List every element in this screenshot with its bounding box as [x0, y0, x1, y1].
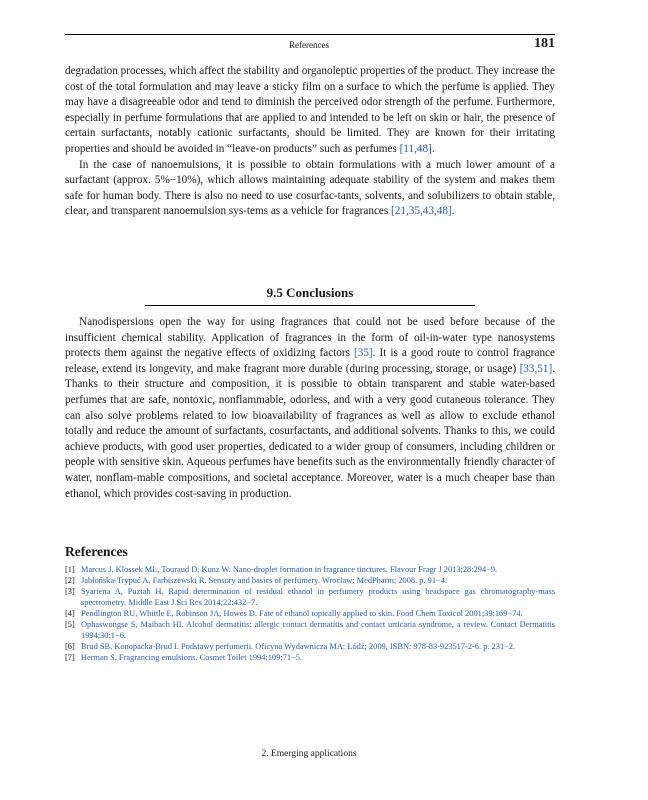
reference-item — [65, 586, 555, 608]
paragraph-surfactant-drawbacks: degradation processes, which affect the stability and organoleptic properties of the product. They increase the cost of the total formulation and may leave a sticky film on a surface to which the perfume is applied. They may have a disagreeable odor and tend to diminish the perceived odor strength of the perfume. Furthermore, especially in perfume formulations that are applied to and intended to be left on skin or hair, the presence of certain surfactants, notably cationic surfactants, should be limited. They are known for their irritating properties and should be avoided in “leave-on products” such as perfumes [11,48]. — [65, 65, 555, 155]
reference-item — [65, 652, 555, 663]
reference-number: [2] — [65, 576, 75, 585]
reference-item — [65, 575, 555, 586]
paragraph-conclusions: Nanodispersions open the way for using fragrances that could not be used before because of the insufficient chemical stability. Application of fragrances in the form of oil-in-water type nanosystems protects them against the negative effects of oxidizing factors [35]. It is a good route to control fragrance release, extend its longevity, and make fragrant more durable (during processing, storage, or usage) [33,51]. Thanks to their structure and composition, it is possible to obtain transparent and stable water-based perfumes that are safe, nontoxic, nonflammable, odorless, and with a very good cutaneous tolerance. They can also solve problems related to low bioavailability of fragrances as well as allow to exclude ethanol totally and reduce the amount of surfactants, cosurfactants, and additional solvents. Thanks to this, we could achieve products, with good user properties, dedicated to a wider group of consumers, including children or people with sensitive skin. Aqueous perfumes have benefits such as the environmentally friendly character of water, nonflam-mable compositions, and societal acceptance. Moreover, water is a much cheaper base than ethanol, which provides cost-saving in production. — [65, 316, 555, 500]
section-heading: 9.5 Conclusions — [145, 285, 475, 306]
page-number: 181 — [534, 36, 555, 51]
reference-number: [4] — [65, 609, 75, 618]
reference-text[interactable]: Syariena A, Puziah H. Rapid determination of residual ethanol in perfumery products using headspace gas chromatography-mass spectrometry. Middle East J Sci Res 2014;22:432−7. — [81, 587, 555, 607]
reference-number: [5] — [65, 620, 75, 629]
reference-item — [65, 564, 555, 575]
references-title: References — [65, 544, 128, 559]
top-text-block — [65, 64, 555, 220]
header-rule — [65, 34, 555, 35]
references-list — [65, 564, 555, 663]
reference-text[interactable]: Marcus J, Klossek ML, Touraud D, Kunz W. Nano-droplet formation in fragrance tinctures. Flavour Fragr J 2013;28:294−9. — [81, 565, 498, 574]
reference-text[interactable]: Pendlington RU, Whittle E, Robinson JA, Howes D. Fate of ethanol topically applied to skin. Food Chem Toxicol 2001;39:169−74. — [81, 609, 523, 618]
reference-item — [65, 641, 555, 652]
reference-text[interactable]: Brud SB, Konopacka-Brud I. Podstawy perfumerii. Oficyna Wydawnicza MA: Łódź; 2009, ISBN: 978-83-923517-2-6. p. 231−2. — [81, 642, 516, 651]
citation-link[interactable]: [11,48] — [399, 142, 432, 155]
reference-number: [3] — [65, 587, 75, 596]
reference-number: [6] — [65, 642, 75, 651]
citation-link[interactable]: [35] — [354, 347, 373, 360]
reference-item — [65, 619, 555, 641]
reference-text[interactable]: Ophaswongse S, Maibach HI. Alcohol dermatitis: allergic contact dermatitis and contact urticaria syndrome, a review. Contact Dermatitis 1994;30:1−6. — [81, 620, 555, 640]
page-footer: 2. Emerging applications — [261, 749, 357, 759]
reference-text[interactable]: Jabłońska-Trypuć A, Farbiszewski R. Sensory and basics of perfumery. Wroclaw: MedPharm; 2008. p. 91−4. — [81, 576, 448, 585]
reference-number: [7] — [65, 653, 75, 662]
conclusions-text-block — [65, 315, 555, 502]
reference-text[interactable]: Herman S. Fragrancing emulsions. Cosmet Toilet 1994;109:71−5. — [81, 653, 303, 662]
reference-item — [65, 608, 555, 619]
paragraph-nanoemulsions: In the case of nanoemulsions, it is possible to obtain formulations with a much lower amount of a surfactant (approx. 5%−10%), which allows maintaining adequate stability of the system and makes them safe for human body. There is also no need to use cosurfac-tants, solvents, and solubilizers to obtain stable, clear, and transparent nanoemulsion sys-tems as a vehicle for fragrances [21,35,43,48]. — [65, 158, 555, 218]
citation-link[interactable]: [21,35,43,48] — [391, 205, 452, 218]
citation-link[interactable]: [33,51] — [519, 362, 553, 375]
reference-number: [1] — [65, 565, 75, 574]
running-head: References — [289, 40, 329, 50]
